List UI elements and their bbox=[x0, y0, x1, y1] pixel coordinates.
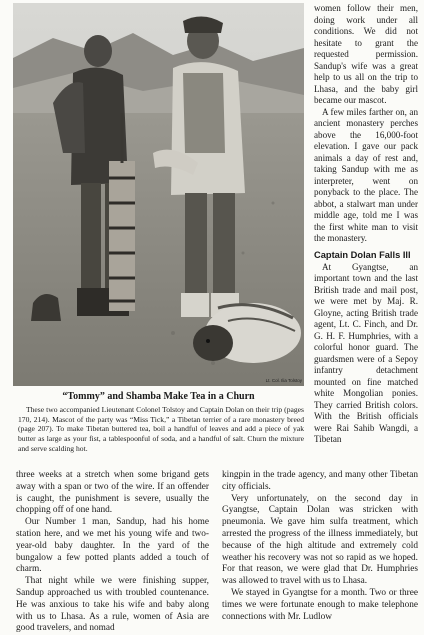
paragraph: Our Number 1 man, Sandup, had his home station here, and we met his young wife and two-year-old baby daughter. In the yard of the bungalow a few potted plants added a touch of charm. bbox=[16, 517, 209, 575]
right-bottom-column bbox=[222, 470, 418, 623]
right-column bbox=[314, 3, 418, 446]
photograph bbox=[13, 3, 304, 386]
paragraph: At Gyangtse, an important town and the last British trade and mail post, we were met by Maj. R. Gloyne, acting British trade agent, Lt. C. Finch, and Dr. G. H. F. Humphries, with a colorful honor guard. The guardsmen were of a Sepoy infantry detachment mounted on fine matched white Mongolian ponies. They carried British colors. With the British officials were Rai Sahib Wangdi, a Tibetan bbox=[314, 261, 418, 444]
caption-text: These two accompanied Lieutenant Colonel Tolstoy and Captain Dolan on their trip (pages 170, 214). Mascot of the party was “Miss Tick,” a Tibetan terrier of a rare monastery breed (page 207). To make Tibetan buttered tea, boil a handful of leaves and add a piece of yak butter as large as your fist, a tablespoonful of soda, and a handful of salt. Churn the mixture and serve scalding hot. bbox=[18, 405, 304, 453]
paragraph: three weeks at a stretch when some brigand gets away with a span or two of the wire. If an offender is caught, the punishment is severe, usually the chopping off of one hand. bbox=[16, 470, 209, 516]
paragraph: kingpin in the trade agency, and many other Tibetan city officials. bbox=[222, 470, 418, 492]
photo-credit: Lt. Col. Ilia Tolstoy bbox=[265, 378, 302, 383]
caption-body bbox=[18, 405, 304, 454]
section-heading: Captain Dolan Falls Ill bbox=[314, 249, 411, 260]
paragraph: We stayed in Gyangtse for a month. Two or three times we were fortunate enough to make telephone connections with Mr. Ludlow bbox=[222, 587, 418, 622]
paragraph: That night while we were finishing supper, Sandup approached us with troubled countenance. He was anxious to take his wife and baby along with us to Lhasa. As a rule, women of Asia are good travelers, and nomad bbox=[16, 576, 209, 634]
left-bottom-column bbox=[16, 470, 209, 635]
caption-title: “Tommy” and Shamba Make Tea in a Churn bbox=[62, 391, 255, 402]
paragraph: women follow their men, doing work under all conditions. We did not hesitate to grant the requested permission. Sandup's wife was a great help to us all on the trip to Lhasa, and the baby girl became our mascot. bbox=[314, 3, 418, 105]
paragraph: Very unfortunately, on the second day in Gyangtse, Captain Dolan was stricken with pneumonia. We gave him sulfa treatment, which arrested the progress of the illness immediately, but because of the high altitude and extremely cold weather his recovery was not so rapid as we hoped. For that reason, we were glad that Dr. Humphries was allowed to travel with us to Lhasa. bbox=[222, 493, 418, 587]
paragraph: A few miles farther on, an ancient monastery perches above the 16,000-foot elevation. I gave our pack animals a day of rest and, taking Sandup with me as interpreter, went on ponyback to the place. The abbot, a stalwart man under middle age, told me I was the first white man to visit the monastery. bbox=[314, 106, 418, 243]
photo-illustration bbox=[13, 3, 304, 386]
